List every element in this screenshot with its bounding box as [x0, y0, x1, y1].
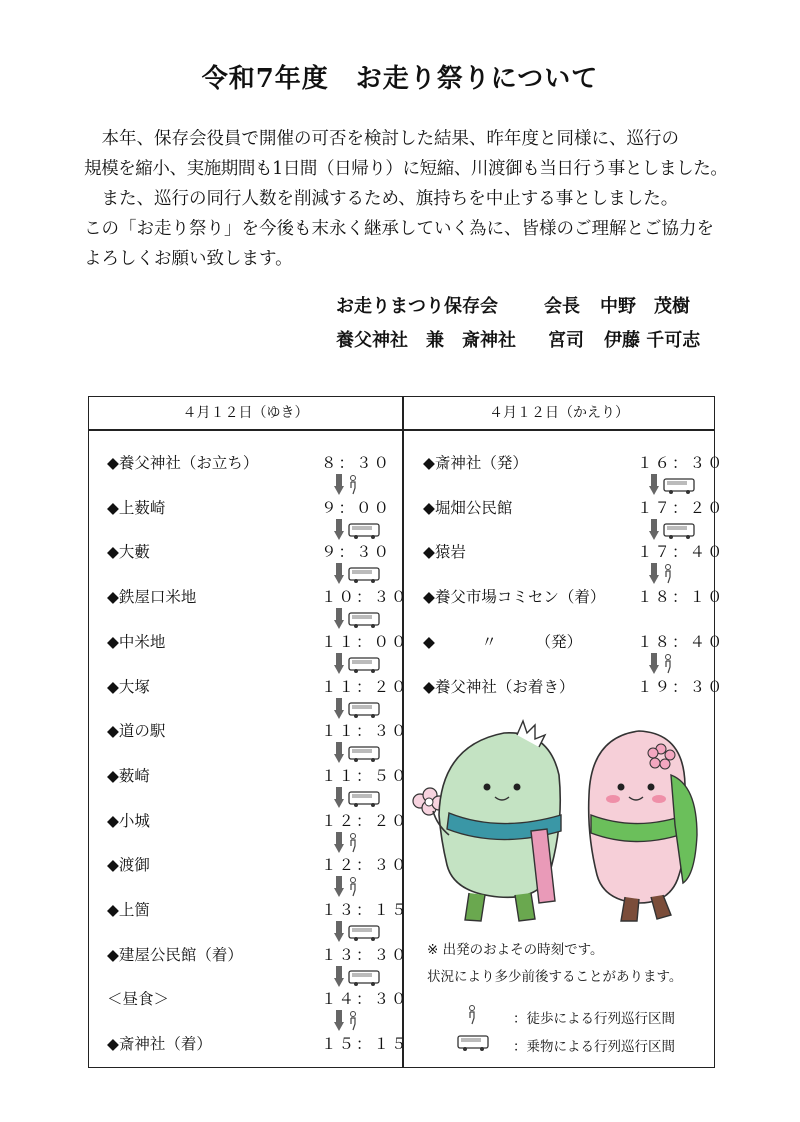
stop-time: １５：１５ — [321, 1035, 409, 1054]
down-arrow-icon — [334, 653, 344, 675]
outbound-header: ４月１２日（ゆき） — [182, 405, 309, 421]
return-stop-row — [89, 629, 725, 655]
stop-name: ◆斎神社（発） — [423, 454, 528, 472]
legend-walk: ：徒歩による行列巡行区間 — [513, 1011, 675, 1027]
stop-name: ◆大藪 — [107, 543, 150, 562]
stop-time: １２：３０ — [321, 856, 409, 875]
down-arrow-icon — [334, 519, 344, 541]
walk-icon — [467, 1005, 477, 1025]
stop-name: ◆上薮崎 — [107, 498, 166, 517]
signature-role: 会長 — [544, 296, 580, 317]
stop-time: ９：００ — [321, 498, 392, 517]
stop-time: ８：３０ — [321, 454, 392, 472]
signature-line-2 — [336, 326, 700, 352]
stop-name: ◆堀畑公民館 — [423, 498, 513, 517]
stop-time: １６：３０ — [637, 454, 725, 472]
stop-name: ◆養父市場コミセン（着） — [423, 588, 606, 607]
intro-text — [84, 124, 734, 274]
green-mascot — [433, 721, 561, 921]
intro-line: また、巡行の同行人数を削減するため、旗持ちを中止する事としました。 — [84, 189, 679, 209]
stop-name: ◆鉄屋口米地 — [107, 588, 197, 607]
bus-icon — [457, 1035, 489, 1051]
stop-time: １０：３０ — [321, 588, 409, 607]
down-arrow-icon — [649, 474, 659, 496]
stop-name: ◆道の駅 — [107, 722, 166, 741]
stop-time: １８：１０ — [637, 588, 725, 607]
stop-name: ◆ 〃 （発） — [423, 632, 583, 651]
stop-time: １７：２０ — [637, 498, 725, 517]
stop-time: １１：２０ — [321, 677, 409, 696]
stop-name: ＜昼食＞ — [107, 990, 170, 1009]
down-arrow-icon — [334, 921, 344, 943]
return-header: ４月１２日（かえり） — [489, 405, 629, 421]
intro-line: この「お走り祭り」を今後も末永く継承していく為に、皆様のご理解とご協力を — [84, 219, 714, 239]
return-stop-row — [89, 584, 725, 610]
stop-time: １７：４０ — [637, 543, 725, 562]
stop-time: １２：２０ — [321, 811, 409, 830]
stop-name: ◆大塚 — [107, 677, 150, 696]
down-arrow-icon — [334, 1010, 344, 1032]
signature-role: 宮司 — [548, 330, 584, 351]
down-arrow-icon — [334, 876, 344, 898]
stop-time: １３：１５ — [321, 901, 409, 919]
return-stop-row — [89, 539, 725, 565]
stop-time: １１：３０ — [321, 722, 409, 741]
return-stop-row — [89, 674, 725, 700]
return-stop-row — [89, 450, 725, 476]
down-arrow-icon — [334, 966, 344, 988]
intro-line: 規模を縮小、実施期間も1日間（日帰り）に短縮、川渡御も当日行う事としました。 — [84, 159, 728, 179]
signature-org: 養父神社 兼 斎神社 — [336, 330, 516, 351]
stop-time: １１：００ — [321, 632, 409, 651]
intro-line: よろしくお願い致します。 — [84, 249, 293, 269]
down-arrow-icon — [334, 742, 344, 764]
outbound-stop-row — [89, 942, 709, 968]
down-arrow-icon — [334, 608, 344, 630]
stop-name: ◆薮崎 — [107, 766, 150, 785]
stop-name: ◆養父神社（お着き） — [423, 677, 575, 696]
stop-name: ◆斎神社（着） — [107, 1035, 212, 1054]
down-arrow-icon — [649, 519, 659, 541]
stop-name: ◆建屋公民館（着） — [107, 945, 243, 964]
down-arrow-icon — [334, 787, 344, 809]
stop-name: ◆養父神社（お立ち） — [107, 454, 259, 472]
stop-time: ９：３０ — [321, 543, 392, 562]
down-arrow-icon — [334, 832, 344, 854]
legend-vehicle: ：乗物による行列巡行区間 — [513, 1039, 675, 1055]
schedule-table — [88, 396, 725, 1068]
signature-org: お走りまつり保存会 — [336, 296, 498, 317]
mascot-illustration — [399, 715, 699, 925]
header-divider — [89, 429, 714, 431]
intro-line: 本年、保存会役員で開催の可否を検討した結果、昨年度と同様に、巡行の — [84, 129, 679, 149]
page-title: 令和7年度 お走り祭りについて — [201, 64, 599, 94]
stop-name: ◆中米地 — [107, 632, 166, 651]
down-arrow-icon — [649, 563, 659, 585]
stop-time: １８：４０ — [637, 632, 725, 651]
down-arrow-icon — [334, 474, 344, 496]
down-arrow-icon — [334, 698, 344, 720]
down-arrow-icon — [649, 653, 659, 675]
stop-name: ◆渡御 — [107, 856, 150, 875]
down-arrow-icon — [334, 563, 344, 585]
stop-time: １３：３０ — [321, 945, 409, 964]
stop-time: １４：３０ — [321, 990, 409, 1009]
stop-name: ◆猿岩 — [423, 543, 466, 562]
stop-time: １９：３０ — [637, 677, 725, 696]
return-stop-row — [89, 495, 725, 521]
signature-name: 伊藤 千可志 — [604, 330, 701, 351]
signature-name: 中野 茂樹 — [600, 296, 690, 317]
pink-mascot — [589, 731, 697, 921]
stop-time: １１：５０ — [321, 766, 409, 785]
stop-name: ◆小城 — [107, 811, 150, 830]
signature-line-1 — [336, 292, 690, 318]
stop-name: ◆上箇 — [107, 901, 150, 919]
note-line: 状況により多少前後することがあります。 — [427, 969, 683, 985]
note-line: ※ 出発のおよその時刻です。 — [427, 942, 604, 958]
